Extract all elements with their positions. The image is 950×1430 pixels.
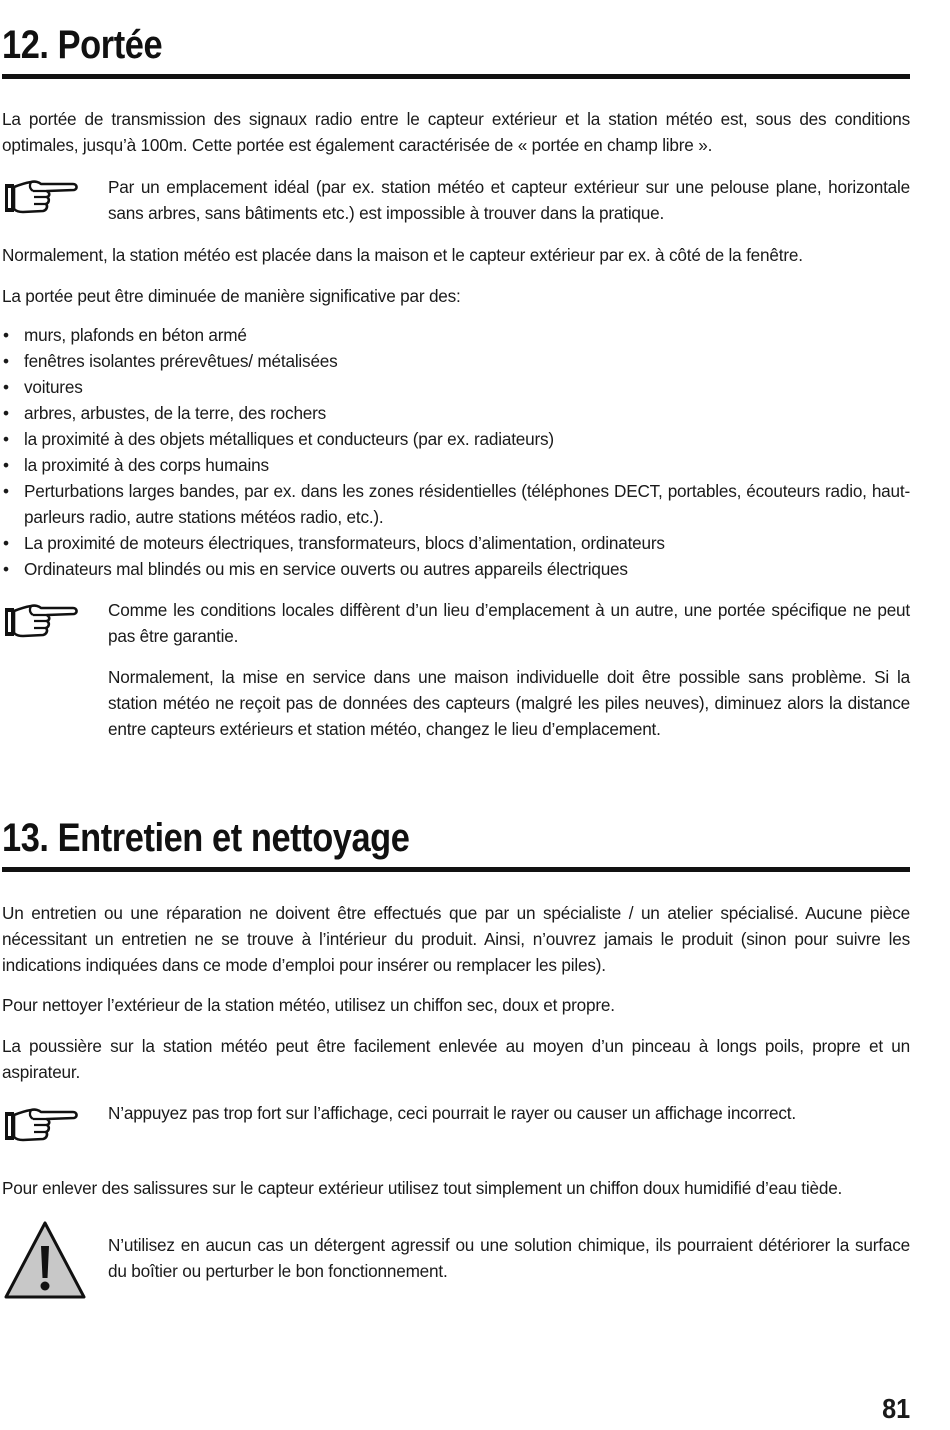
list-item: • Ordinateurs mal blindés ou mis en service ouverts ou autres appareils électriques	[2, 556, 910, 582]
list-item: • fenêtres isolantes prérevêtues/ métalisées	[2, 348, 910, 374]
bullet-marker: •	[3, 377, 9, 397]
list-item: • Perturbations larges bandes, par ex. dans les zones résidentielles (téléphones DECT, portables, écouteurs radio, haut-parleurs radio, autre stations météos radio, etc.).	[2, 478, 910, 530]
section-13-paragraph-2: Pour nettoyer l’extérieur de la station météo, utilisez un chiffon sec, doux et propre.	[2, 995, 615, 1015]
warning-triangle-icon	[3, 1220, 87, 1300]
list-item: • arbres, arbustes, de la terre, des rochers	[2, 400, 910, 426]
section-12-paragraph-3: La portée peut être diminuée de manière significative par des:	[2, 286, 461, 306]
section-13-paragraph-4: Pour enlever des salissures sur le capteur extérieur utilisez tout simplement un chiffon doux humidifié d’eau tiède.	[2, 1178, 843, 1198]
section-12-note-2: Comme les conditions locales diffèrent d’un lieu d’emplacement à un autre, une portée spécifique ne peut pas être garantie.	[108, 600, 910, 646]
section-12-note-3: Normalement, la mise en service dans une maison individuelle doit être possible sans problème. Si la station météo ne reçoit pas de données des capteurs (malgré les piles neuves), diminuez alors la distance entre capteurs extérieurs et station météo, changez le lieu d’emplacement.	[108, 667, 910, 739]
list-item: • La proximité de moteurs électriques, transformateurs, blocs d’alimentation, ordinateurs	[2, 530, 910, 556]
section-13-paragraph-1: Un entretien ou une réparation ne doivent être effectués que par un spécialiste / un atelier spécialisé. Aucune pièce nécessitant un entretien ne se trouve à l’intérieur du produit. Ainsi, n’ouvrez jamais le produit (sinon pour suivre les indications indiquées dans ce mode d’emploi pour insérer ou remplacer les piles).	[2, 903, 910, 975]
pointing-hand-icon	[3, 1106, 79, 1146]
section-13-rule	[2, 867, 910, 872]
bullet-marker: •	[3, 533, 9, 553]
bullet-marker: •	[3, 325, 9, 345]
bullet-marker: •	[3, 559, 9, 579]
range-reduction-list	[2, 322, 910, 582]
bullet-marker: •	[3, 455, 9, 475]
section-13-paragraph-3: La poussière sur la station météo peut être facilement enlevée au moyen d’un pinceau à longs poils, propre et un aspirateur.	[2, 1036, 910, 1082]
section-12-note-1: Par un emplacement idéal (par ex. station météo et capteur extérieur sur une pelouse plane, horizontale sans arbres, sans bâtiments etc.) est impossible à trouver dans la pratique.	[108, 177, 910, 223]
list-item: • la proximité à des objets métalliques et conducteurs (par ex. radiateurs)	[2, 426, 910, 452]
section-12-paragraph-2: Normalement, la station météo est placée dans la maison et le capteur extérieur par ex. à côté de la fenêtre.	[2, 245, 803, 265]
list-item: • la proximité à des corps humains	[2, 452, 910, 478]
section-12-paragraph-1: La portée de transmission des signaux radio entre le capteur extérieur et la station météo est, sous des conditions optimales, jusqu’à 100m. Cette portée est également caractérisée de « portée en champ libre ».	[2, 109, 910, 155]
page-number: 81	[881, 1393, 910, 1424]
bullet-marker: •	[3, 481, 9, 501]
pointing-hand-icon	[3, 178, 79, 218]
section-13-warning: N’utilisez en aucun cas un détergent agressif ou une solution chimique, ils pourraient détériorer la surface du boîtier ou perturber le bon fonctionnement.	[108, 1235, 910, 1281]
bullet-marker: •	[3, 403, 9, 423]
pointing-hand-icon	[3, 602, 79, 642]
bullet-marker: •	[3, 429, 9, 449]
section-13-heading: 13. Entretien et nettoyage	[2, 816, 410, 860]
section-12-rule	[2, 74, 910, 79]
list-item: • voitures	[2, 374, 910, 400]
section-12-heading: 12. Portée	[2, 23, 163, 67]
bullet-marker: •	[3, 351, 9, 371]
list-item: • murs, plafonds en béton armé	[2, 322, 910, 348]
section-13-note-1: N’appuyez pas trop fort sur l’affichage, ceci pourrait le rayer ou causer un affichage incorrect.	[108, 1103, 796, 1123]
